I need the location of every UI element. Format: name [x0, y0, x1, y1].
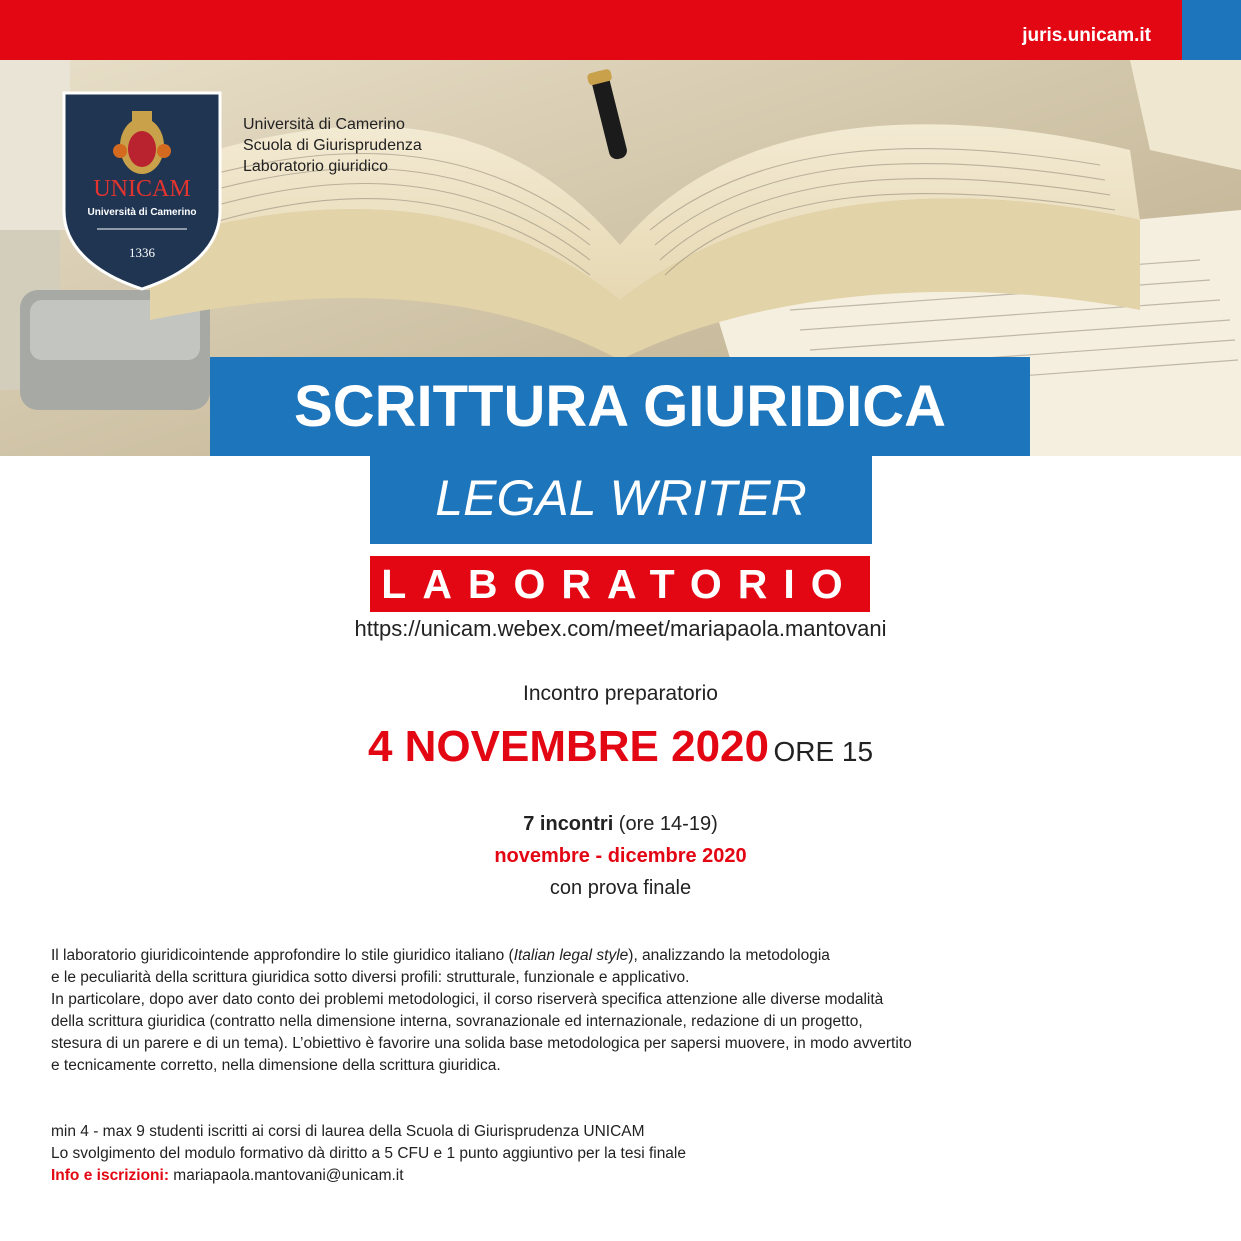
event-time: ORE 15 — [773, 736, 874, 767]
institution-block — [243, 114, 422, 177]
info-label: Info e iscrizioni: — [51, 1167, 169, 1184]
institution-line-1: Università di Camerino — [243, 116, 405, 133]
desc-italic: Italian legal style — [513, 947, 629, 964]
site-url[interactable]: juris.unicam.it — [1022, 25, 1151, 46]
desc-line-1: Il laboratorio giuridicointende approfondire lo stile giuridico italiano (Italian legal style), analizzando la metodologia — [51, 947, 830, 964]
title-main: SCRITTURA GIURIDICA — [210, 357, 1030, 456]
logo-brand: UNICAM — [93, 176, 191, 202]
title-sub: LEGAL WRITER — [370, 456, 872, 544]
description — [51, 945, 1191, 1077]
sessions-line — [0, 813, 1241, 836]
footer-line-1: min 4 - max 9 studenti iscritti ai corsi di laurea della Scuola di Giurisprudenza UNICAM — [51, 1123, 645, 1140]
title-tag: LABORATORIO — [370, 556, 870, 612]
footer-info — [51, 1121, 1191, 1187]
sessions-hours: (ore 14-19) — [613, 813, 718, 835]
footer-contact — [51, 1165, 1191, 1187]
top-blue-block — [1182, 0, 1241, 60]
desc-line-6: e tecnicamente corretto, nella dimensione della scrittura giuridica. — [51, 1057, 501, 1074]
period-line: novembre - dicembre 2020 — [494, 845, 747, 867]
logo-year: 1336 — [129, 245, 155, 260]
contact-email[interactable]: mariapaola.mantovani@unicam.it — [168, 1167, 404, 1184]
desc-line-2: e le peculiarità della scrittura giuridica sotto diversi profili: strutturale, funzionale e applicativo. — [51, 969, 690, 986]
prep-label: Incontro preparatorio — [523, 682, 718, 705]
institution-line-2: Scuola di Giurisprudenza — [243, 137, 422, 154]
date-line — [0, 722, 1241, 772]
desc-line-3: In particolare, dopo aver dato conto dei problemi metodologici, il corso riserverà specifica attenzione alle diverse modalità — [51, 991, 884, 1008]
logo-sub: Università di Camerino — [87, 207, 197, 218]
sessions-count: 7 incontri — [523, 813, 614, 835]
meeting-link[interactable]: https://unicam.webex.com/meet/mariapaola.mantovani — [354, 616, 887, 641]
event-date: 4 NOVEMBRE 2020 — [367, 722, 769, 771]
desc-line-4: della scrittura giuridica (contratto nella dimensione interna, sovranazionale ed internazionale, redazione di un progetto, — [51, 1013, 863, 1030]
institution-line-3: Laboratorio giuridico — [243, 158, 388, 175]
unicam-shield-logo — [62, 91, 222, 291]
desc-line-5: stesura di un parere e di un tema). L’obiettivo è favorire una solida base metodologica per sapersi muovere, in modo avvertito — [51, 1035, 912, 1052]
top-red-bar — [0, 0, 1182, 60]
footer-line-2: Lo svolgimento del modulo formativo dà diritto a 5 CFU e 1 punto aggiuntivo per la tesi finale — [51, 1145, 686, 1162]
final-exam-line: con prova finale — [549, 877, 692, 899]
